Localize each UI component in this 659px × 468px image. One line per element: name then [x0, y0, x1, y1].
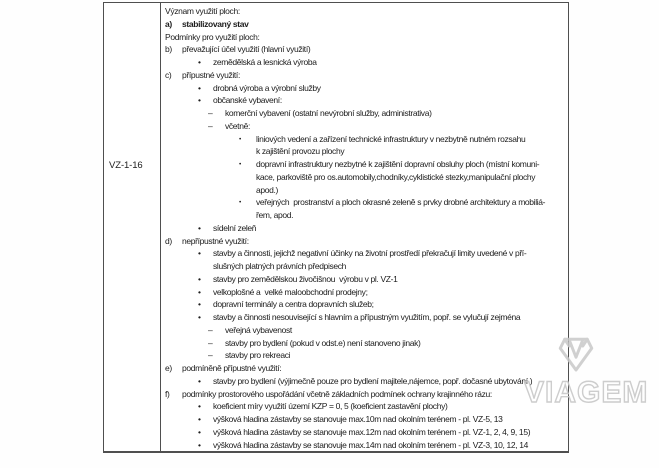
content-line: [165, 362, 568, 375]
dash-icon: –: [208, 337, 213, 348]
line-text: stavby a činnosti nesouvisející s hlavním a přípustným využitím, popř. se vylučují zejména: [213, 312, 521, 322]
content-line: [165, 120, 568, 133]
item-letter-label: a): [165, 18, 172, 29]
content-line: [165, 298, 568, 311]
content-line: [165, 311, 568, 324]
zoning-regulation-table: [103, 2, 569, 453]
bullet-icon: •: [198, 222, 201, 233]
content-line: [165, 158, 568, 171]
content-line: [165, 82, 568, 95]
content-line: [165, 388, 568, 401]
line-text: dopravní infrastruktury nezbytné k zajištění dopravní obsluhy ploch (místní komuni-: [256, 159, 540, 169]
content-line: [165, 247, 568, 260]
line-text: nepřípustné využití:: [182, 235, 249, 246]
content-line: [165, 133, 568, 146]
item-letter-label: b): [165, 44, 172, 55]
content-line: [165, 439, 568, 452]
bullet-icon: •: [198, 299, 201, 310]
line-text: stavby pro bydlení (pokud v odst.e) není stanoveno jinak): [225, 337, 421, 348]
bullet-icon: •: [198, 439, 201, 450]
content-line: [165, 43, 568, 56]
line-text: k zajištění provozu plochy: [256, 146, 345, 157]
line-text: slušných platných právních předpisech: [213, 261, 347, 271]
content-line: [165, 426, 568, 439]
line-text: dopravní terminály a centra dopravních služeb;: [213, 299, 374, 310]
content-line: [165, 94, 568, 107]
line-text: řem, apod.: [256, 210, 294, 220]
line-text: apod.): [256, 184, 279, 195]
content-line: [165, 171, 568, 184]
content-line: [165, 413, 568, 426]
line-text: drobná výroba a výrobní služby: [213, 82, 321, 93]
dash-icon: –: [208, 120, 213, 131]
bullet-icon: •: [198, 312, 201, 322]
line-text: stavby pro bydlení (výjimečně pouze pro bydlení majitele,nájemce, popř. dočasné ubytování ): [213, 375, 533, 386]
bullet-icon: •: [198, 401, 201, 412]
content-line: [165, 5, 568, 18]
line-text: občanské vybavení:: [213, 95, 282, 106]
content-line: [165, 196, 568, 209]
dash-icon: –: [208, 350, 213, 361]
bullet-icon: •: [198, 414, 201, 424]
line-text: kace, parkoviště pro os.automobily,chodníky,cyklistické stezky,manipulační plochy: [256, 171, 536, 182]
line-text: podmínky prostorového uspořádání včetně základních podmínek ochrany krajinného rázu:: [182, 388, 492, 399]
bullet-icon: •: [198, 82, 201, 93]
content-line: [165, 18, 568, 31]
line-text: výšková hladina zástavby se stanovuje max.14m nad okolním terénem - pl. VZ-3, 10, 12, 14: [213, 439, 529, 450]
dash-icon: –: [208, 108, 213, 118]
content-line: [165, 286, 568, 299]
item-letter-label: e): [165, 363, 172, 373]
content-line: [165, 235, 568, 248]
line-text: přípustné využití:: [182, 69, 240, 80]
item-letter-label: f): [165, 388, 170, 399]
content-line: [165, 31, 568, 44]
content-line: [165, 324, 568, 337]
line-text: stavby pro zemědělskou živočišnou výrobu v pl. VZ-1: [213, 273, 398, 284]
regulation-content: [165, 5, 568, 451]
bullet-icon: •: [198, 286, 201, 297]
content-line: [165, 69, 568, 82]
line-text: velkoplošné a velké maloobchodní prodejny;: [213, 286, 368, 297]
content-line: [165, 222, 568, 235]
line-text: Podmínky pro využití ploch:: [165, 31, 260, 42]
content-cell: [161, 3, 568, 451]
content-line: [165, 337, 568, 350]
line-text: sídelní zeleň: [213, 222, 257, 233]
content-line: [165, 260, 568, 273]
bullet-icon: •: [198, 375, 201, 386]
line-text: podmíněně přípustné využití:: [182, 363, 282, 373]
bullet-icon: •: [198, 248, 201, 259]
line-text: výšková hladina zástavby se stanovuje max.10m nad okolním terénem - pl. VZ-5, 13: [213, 414, 503, 424]
content-line: [165, 400, 568, 413]
line-text: Význam využití ploch:: [165, 6, 240, 16]
line-text: stavby a činnosti, jejichž negativní účinky na životní prostředí překračují limity uvedené v pří-: [213, 248, 527, 259]
content-line: [165, 209, 568, 222]
content-line: [165, 145, 568, 158]
content-line: [165, 107, 568, 120]
content-line: [165, 184, 568, 197]
item-letter-label: c): [165, 69, 172, 80]
line-text: liniových vedení a zařízení technické infrastruktury v nezbytně nutném rozsahu: [256, 133, 526, 144]
bullet-icon: •: [198, 273, 201, 284]
bullet-icon: •: [239, 199, 241, 207]
content-line: [165, 375, 568, 388]
watermark-text: VIAGEM: [524, 376, 649, 409]
line-text: včetně:: [225, 120, 250, 131]
bullet-icon: •: [198, 57, 201, 67]
line-text: převažující účel využití (hlavní využití): [182, 44, 311, 55]
line-text: veřejných prostranství a ploch okrasné zeleně s prvky drobné architektury a mobiliá-: [256, 197, 546, 208]
line-text: stabilizovaný stav: [182, 18, 249, 29]
line-text: veřejná vybavenost: [225, 324, 292, 335]
item-letter-label: d): [165, 235, 172, 246]
row-id-cell: [104, 3, 161, 451]
line-text: stavby pro rekreaci: [225, 350, 291, 361]
row-id-label: VZ-1-16: [109, 160, 143, 171]
dash-icon: –: [208, 324, 213, 335]
content-line: [165, 349, 568, 362]
line-text: koeficient míry využití území KZP = 0, 5 (koeficient zastavění plochy): [213, 401, 448, 412]
content-line: [165, 56, 568, 69]
line-text: výšková hladina zástavby se stanovuje max.12m nad okolním terénem - pl. VZ-1, 2, 4, 9, 15): [213, 426, 531, 437]
bullet-icon: •: [239, 135, 241, 143]
bullet-icon: •: [239, 161, 241, 168]
bullet-icon: •: [198, 426, 201, 437]
bullet-icon: •: [198, 95, 201, 106]
line-text: komerční vybavení (ostatní nevýrobní služby, administrativa): [225, 108, 432, 118]
content-line: [165, 273, 568, 286]
line-text: zemědělská a lesnická výroba: [213, 57, 317, 67]
